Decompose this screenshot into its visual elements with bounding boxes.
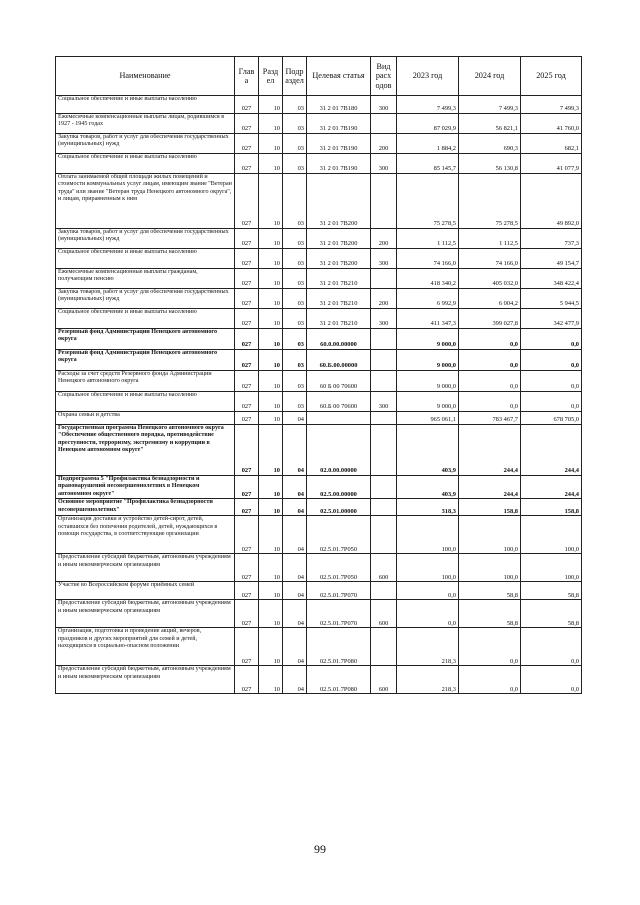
cell-name: Закупка товаров, работ и услуг для обеспечения государственных (муниципальных) нужд	[56, 134, 235, 154]
cell-2025: 58,8	[521, 582, 582, 600]
cell-glava: 027	[235, 499, 259, 516]
cell-vid: 200	[371, 229, 397, 249]
cell-2024: 6 004,2	[459, 289, 521, 309]
cell-vid: 200	[371, 134, 397, 154]
cell-razdel: 10	[259, 412, 283, 425]
cell-name: Государственная программа Ненецкого автономного округа "Обеспечение общественного порядка, противодействие преступности, терроризму, экстремизму и коррупции в Ненецком автономном округе"	[56, 425, 235, 476]
cell-target: 31 2 01 7В200	[307, 174, 371, 229]
cell-glava: 027	[235, 249, 259, 269]
cell-2025: 49 892,0	[521, 174, 582, 229]
header-target: Целевая статья	[307, 57, 371, 96]
cell-2023: 418 340,2	[397, 269, 459, 289]
cell-podrazdel: 03	[283, 329, 307, 350]
cell-podrazdel: 04	[283, 516, 307, 554]
cell-podrazdel: 04	[283, 554, 307, 582]
cell-vid	[371, 476, 397, 499]
cell-razdel: 10	[259, 114, 283, 134]
cell-2024: 399 027,8	[459, 309, 521, 329]
table-row	[56, 425, 582, 476]
cell-vid	[371, 582, 397, 600]
cell-razdel: 10	[259, 269, 283, 289]
cell-2025: 0,0	[521, 371, 582, 392]
cell-vid	[371, 174, 397, 229]
header-2025: 2025 год	[521, 57, 582, 96]
cell-vid	[371, 516, 397, 554]
table-row	[56, 229, 582, 249]
cell-vid: 300	[371, 249, 397, 269]
cell-2023: 74 166,0	[397, 249, 459, 269]
cell-2023: 9 000,0	[397, 329, 459, 350]
cell-target: 31 2 01 7В210	[307, 309, 371, 329]
cell-2025: 0,0	[521, 392, 582, 412]
cell-2025: 244,4	[521, 476, 582, 499]
table-row	[56, 309, 582, 329]
cell-podrazdel: 03	[283, 371, 307, 392]
cell-vid: 600	[371, 554, 397, 582]
cell-2023: 9 000,0	[397, 392, 459, 412]
cell-2023: 218,3	[397, 666, 459, 694]
table-row	[56, 249, 582, 269]
cell-2023: 85 145,7	[397, 154, 459, 174]
table-row	[56, 666, 582, 694]
table-row	[56, 114, 582, 134]
cell-2023: 218,3	[397, 628, 459, 666]
cell-podrazdel: 03	[283, 154, 307, 174]
cell-vid: 600	[371, 600, 397, 628]
cell-name: Резервный фонд Администрации Ненецкого автономного округа	[56, 329, 235, 350]
cell-2024: 58,8	[459, 582, 521, 600]
cell-2024: 244,4	[459, 425, 521, 476]
cell-podrazdel: 04	[283, 412, 307, 425]
cell-2023: 9 000,0	[397, 350, 459, 371]
cell-2023: 87 029,9	[397, 114, 459, 134]
header-vid: Вид расх одов	[371, 57, 397, 96]
cell-target: 02.5.01.7Р050	[307, 516, 371, 554]
cell-2024: 0,0	[459, 628, 521, 666]
cell-razdel: 10	[259, 350, 283, 371]
table-row	[56, 96, 582, 114]
cell-glava: 027	[235, 350, 259, 371]
header-2024: 2024 год	[459, 57, 521, 96]
cell-2024: 0,0	[459, 666, 521, 694]
cell-glava: 027	[235, 392, 259, 412]
cell-target: 02.5.01.7Р080	[307, 666, 371, 694]
table-row	[56, 412, 582, 425]
cell-2025: 158,8	[521, 499, 582, 516]
cell-2023: 7 499,3	[397, 96, 459, 114]
cell-2024: 7 499,3	[459, 96, 521, 114]
cell-razdel: 10	[259, 289, 283, 309]
cell-2023: 1 884,2	[397, 134, 459, 154]
cell-podrazdel: 04	[283, 628, 307, 666]
cell-name: Охрана семьи и детства	[56, 412, 235, 425]
cell-2024: 56 821,1	[459, 114, 521, 134]
cell-glava: 027	[235, 425, 259, 476]
cell-razdel: 10	[259, 499, 283, 516]
cell-2024: 244,4	[459, 476, 521, 499]
cell-razdel: 10	[259, 600, 283, 628]
cell-podrazdel: 03	[283, 114, 307, 134]
cell-2024: 0,0	[459, 329, 521, 350]
cell-glava: 027	[235, 229, 259, 249]
cell-razdel: 10	[259, 582, 283, 600]
cell-target: 60.Б.00.00000	[307, 350, 371, 371]
cell-name: Социальное обеспечение и иные выплаты населению	[56, 392, 235, 412]
cell-name: Предоставление субсидий бюджетным, автономным учреждениям и иным некоммерческим организациям	[56, 666, 235, 694]
cell-2023: 100,0	[397, 554, 459, 582]
cell-razdel: 10	[259, 392, 283, 412]
cell-2025: 0,0	[521, 666, 582, 694]
cell-2025: 58,8	[521, 600, 582, 628]
cell-vid	[371, 371, 397, 392]
cell-vid	[371, 269, 397, 289]
cell-2024: 75 278,5	[459, 174, 521, 229]
cell-vid: 300	[371, 96, 397, 114]
header-row	[56, 57, 582, 96]
cell-podrazdel: 04	[283, 600, 307, 628]
cell-podrazdel: 04	[283, 666, 307, 694]
cell-podrazdel: 03	[283, 249, 307, 269]
cell-name: Предоставление субсидий бюджетным, автономным учреждениям и иным некоммерческим организациям	[56, 554, 235, 582]
cell-2023: 75 278,5	[397, 174, 459, 229]
cell-target: 31 2 01 7В200	[307, 249, 371, 269]
cell-glava: 027	[235, 628, 259, 666]
table-row	[56, 476, 582, 499]
cell-name: Резервный фонд Администрации Ненецкого автономного округа	[56, 350, 235, 371]
cell-vid	[371, 628, 397, 666]
table-row	[56, 134, 582, 154]
cell-name: Социальное обеспечение и иные выплаты населению	[56, 309, 235, 329]
cell-2024: 1 112,5	[459, 229, 521, 249]
cell-glava: 027	[235, 309, 259, 329]
cell-razdel: 10	[259, 309, 283, 329]
cell-2024: 158,8	[459, 499, 521, 516]
cell-glava: 027	[235, 516, 259, 554]
cell-2024: 405 032,0	[459, 269, 521, 289]
cell-name: Социальное обеспечение и иные выплаты населению	[56, 249, 235, 269]
cell-2023: 318,3	[397, 499, 459, 516]
header-podrazdel: Подр аздел	[283, 57, 307, 96]
cell-razdel: 10	[259, 371, 283, 392]
cell-2023: 965 061,1	[397, 412, 459, 425]
cell-target: 31 2 01 7В200	[307, 229, 371, 249]
cell-2025: 5 944,5	[521, 289, 582, 309]
cell-glava: 027	[235, 134, 259, 154]
cell-2023: 411 347,3	[397, 309, 459, 329]
cell-name: Организация доставки и устройство детей-сирот, детей, оставшихся без попечения родителей, детей, нуждающихся в помощи государства, в соответствующие организации	[56, 516, 235, 554]
cell-razdel: 10	[259, 516, 283, 554]
cell-podrazdel: 03	[283, 96, 307, 114]
cell-target: 02.5.00.00000	[307, 476, 371, 499]
table-row	[56, 371, 582, 392]
cell-2025: 49 154,7	[521, 249, 582, 269]
cell-razdel: 10	[259, 666, 283, 694]
cell-2024: 100,0	[459, 554, 521, 582]
cell-2024: 690,3	[459, 134, 521, 154]
table-row	[56, 628, 582, 666]
table-row	[56, 516, 582, 554]
cell-name: Ежемесячные компенсационные выплаты лицам, родившимся в 1927 - 1945 годах	[56, 114, 235, 134]
cell-vid	[371, 350, 397, 371]
cell-podrazdel: 03	[283, 134, 307, 154]
cell-glava: 027	[235, 666, 259, 694]
cell-2025: 100,0	[521, 516, 582, 554]
cell-podrazdel: 04	[283, 499, 307, 516]
cell-podrazdel: 03	[283, 174, 307, 229]
cell-razdel: 10	[259, 249, 283, 269]
cell-target: 02.5.01.7Р050	[307, 554, 371, 582]
cell-name: Участие во Всероссийском форуме приёмных семей	[56, 582, 235, 600]
cell-glava: 027	[235, 371, 259, 392]
cell-2025: 678 705,0	[521, 412, 582, 425]
cell-target: 60.0.00.00000	[307, 329, 371, 350]
cell-name: Закупка товаров, работ и услуг для обеспечения государственных (муниципальных) нужд	[56, 289, 235, 309]
cell-2025: 7 499,3	[521, 96, 582, 114]
cell-2024: 74 166,0	[459, 249, 521, 269]
table-row	[56, 600, 582, 628]
cell-2023: 403,9	[397, 425, 459, 476]
cell-2024: 0,0	[459, 392, 521, 412]
cell-name: Предоставление субсидий бюджетным, автономным учреждениям и иным некоммерческим организациям	[56, 600, 235, 628]
table-row	[56, 154, 582, 174]
cell-2023: 0,0	[397, 582, 459, 600]
cell-2023: 9 000,0	[397, 371, 459, 392]
cell-podrazdel: 03	[283, 309, 307, 329]
cell-razdel: 10	[259, 174, 283, 229]
cell-vid	[371, 499, 397, 516]
cell-podrazdel: 04	[283, 425, 307, 476]
table-row	[56, 174, 582, 229]
cell-target: 31 2 01 7В190	[307, 134, 371, 154]
cell-2024: 0,0	[459, 371, 521, 392]
cell-target: 02.5.01.7Р080	[307, 628, 371, 666]
cell-vid	[371, 425, 397, 476]
cell-vid: 300	[371, 154, 397, 174]
cell-razdel: 10	[259, 329, 283, 350]
cell-2025: 682,1	[521, 134, 582, 154]
page-number: 99	[314, 842, 326, 856]
cell-glava: 027	[235, 600, 259, 628]
cell-glava: 027	[235, 174, 259, 229]
cell-name: Ежемесячные компенсационные выплаты гражданам, получающим пенсию	[56, 269, 235, 289]
cell-2023: 0,0	[397, 600, 459, 628]
cell-podrazdel: 03	[283, 392, 307, 412]
cell-target: 60.Б 00 70600	[307, 392, 371, 412]
cell-name: Оплата занимаемой общей площади жилых помещений и стоимости коммунальных услуг лицам, имеющим звание "Ветеран труда" или звание "Ветеран труда Ненецкого автономного округа", и лицам, приравненным к ним	[56, 174, 235, 229]
cell-razdel: 10	[259, 425, 283, 476]
cell-glava: 027	[235, 582, 259, 600]
cell-podrazdel: 03	[283, 269, 307, 289]
cell-2025: 244,4	[521, 425, 582, 476]
cell-vid: 300	[371, 392, 397, 412]
cell-target: 31 2 01 7В180	[307, 96, 371, 114]
header-2023: 2023 год	[397, 57, 459, 96]
table-body	[56, 96, 582, 694]
cell-vid	[371, 412, 397, 425]
header-name: Наименование	[56, 57, 235, 96]
cell-2025: 737,3	[521, 229, 582, 249]
cell-2025: 100,0	[521, 554, 582, 582]
cell-2025: 0,0	[521, 329, 582, 350]
cell-razdel: 10	[259, 229, 283, 249]
cell-target: 31 2 01 7В210	[307, 289, 371, 309]
cell-2025: 0,0	[521, 350, 582, 371]
cell-razdel: 10	[259, 476, 283, 499]
cell-glava: 027	[235, 412, 259, 425]
cell-target: 02.5.01.00000	[307, 499, 371, 516]
cell-2023: 1 112,5	[397, 229, 459, 249]
cell-target: 02.5.01.7Р070	[307, 600, 371, 628]
cell-2024: 58,8	[459, 600, 521, 628]
table-row	[56, 350, 582, 371]
cell-name: Социальное обеспечение и иные выплаты населению	[56, 96, 235, 114]
cell-2025: 342 477,9	[521, 309, 582, 329]
cell-vid	[371, 329, 397, 350]
cell-target: 31 2 01 7В190	[307, 154, 371, 174]
table-row	[56, 554, 582, 582]
cell-razdel: 10	[259, 134, 283, 154]
cell-razdel: 10	[259, 554, 283, 582]
budget-table	[55, 56, 582, 694]
table-row	[56, 392, 582, 412]
cell-name: Расходы за счет средств Резервного фонда Администрации Ненецкого автономного округа	[56, 371, 235, 392]
table-row	[56, 329, 582, 350]
cell-target: 31 2 01 7В190	[307, 114, 371, 134]
cell-2023: 6 992,9	[397, 289, 459, 309]
cell-2024: 100,0	[459, 516, 521, 554]
cell-target	[307, 412, 371, 425]
table-row	[56, 269, 582, 289]
cell-glava: 027	[235, 114, 259, 134]
cell-glava: 027	[235, 476, 259, 499]
cell-2024: 0,0	[459, 350, 521, 371]
cell-podrazdel: 03	[283, 289, 307, 309]
cell-vid: 300	[371, 309, 397, 329]
cell-name: Основное мероприятие "Профилактика безнадзорности несовершеннолетних"	[56, 499, 235, 516]
cell-2024: 56 130,8	[459, 154, 521, 174]
cell-glava: 027	[235, 96, 259, 114]
cell-name: Подпрограмма 5 "Профилактика безнадзорности и правонарушений несовершеннолетних в Ненецком автономном округе"	[56, 476, 235, 499]
cell-glava: 027	[235, 554, 259, 582]
header-glava: Глав а	[235, 57, 259, 96]
cell-2025: 348 422,4	[521, 269, 582, 289]
cell-razdel: 10	[259, 154, 283, 174]
cell-razdel: 10	[259, 96, 283, 114]
table-row	[56, 289, 582, 309]
cell-name: Закупка товаров, работ и услуг для обеспечения государственных (муниципальных) нужд	[56, 229, 235, 249]
cell-name: Социальное обеспечение и иные выплаты населению	[56, 154, 235, 174]
cell-name: Организация, подготовка и проведение акций, вечеров, праздников и других мероприятий для семей и детей, находящихся в социально-опасном положении	[56, 628, 235, 666]
cell-target: 60 Б 00 70600	[307, 371, 371, 392]
cell-vid	[371, 114, 397, 134]
cell-glava: 027	[235, 154, 259, 174]
cell-razdel: 10	[259, 628, 283, 666]
table-row	[56, 499, 582, 516]
cell-glava: 027	[235, 269, 259, 289]
cell-2025: 41 760,0	[521, 114, 582, 134]
cell-2023: 403,9	[397, 476, 459, 499]
cell-2025: 0,0	[521, 628, 582, 666]
cell-2025: 41 077,9	[521, 154, 582, 174]
cell-vid: 600	[371, 666, 397, 694]
cell-podrazdel: 04	[283, 582, 307, 600]
header-razdel: Разд ел	[259, 57, 283, 96]
cell-2023: 100,0	[397, 516, 459, 554]
table-row	[56, 582, 582, 600]
cell-target: 02.5.01.7Р070	[307, 582, 371, 600]
cell-glava: 027	[235, 329, 259, 350]
cell-2024: 783 467,7	[459, 412, 521, 425]
cell-podrazdel: 04	[283, 476, 307, 499]
cell-vid: 200	[371, 289, 397, 309]
cell-podrazdel: 03	[283, 229, 307, 249]
cell-target: 31 2 01 7В210	[307, 269, 371, 289]
cell-target: 02.0.00.00000	[307, 425, 371, 476]
cell-glava: 027	[235, 289, 259, 309]
cell-podrazdel: 03	[283, 350, 307, 371]
